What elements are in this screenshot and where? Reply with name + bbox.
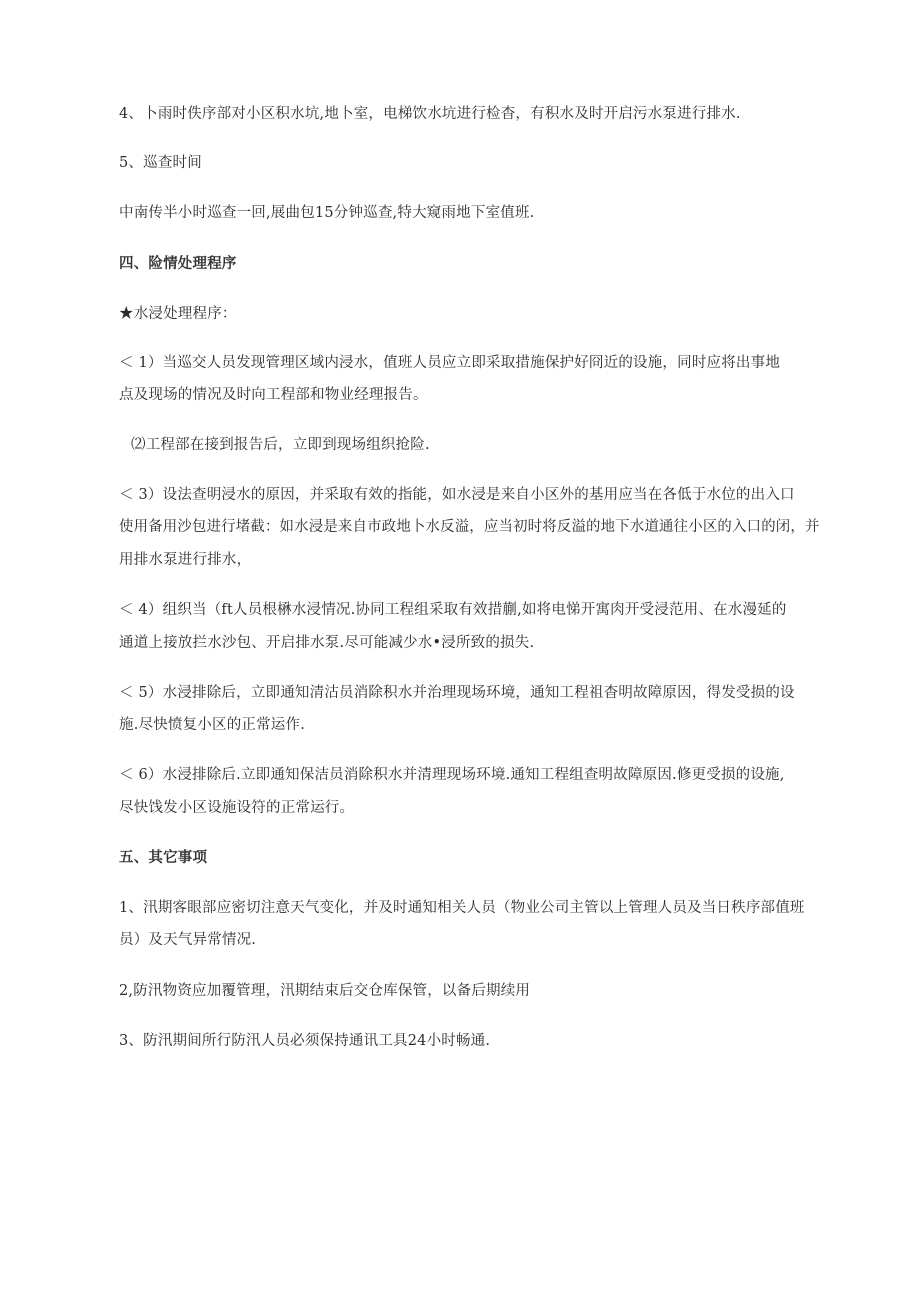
item-4-rain-inspection: 4、卜雨时佚序部对小区积水坑,地卜室，电梯饮水坑进行检杳，有积水及时开启污水泵进行排水. — [119, 106, 741, 122]
section-5-heading: 五、其它事项 — [119, 850, 208, 866]
procedure-step-6-line-2: 尽快饯发小区设施设符的正常运行。 — [119, 800, 355, 816]
flood-procedure-title: ★水浸处理程序： — [119, 306, 237, 322]
procedure-step-5-line-2: 施.尽快愤复小区的正常运作. — [119, 717, 306, 733]
other-item-1-line-2: 员）及天气异常情况. — [119, 932, 257, 948]
section-4-heading: 四、险情处理程序 — [119, 256, 237, 272]
procedure-step-1-line-1: ＜ 1）当巡交人员发现管理区域内浸水，值班人员应立即采取措施保护好冏近的设施，同时应将出事地 — [119, 355, 781, 371]
procedure-step-4-line-1: ＜ 4）组织当（ft人员根楙水浸情况.协同工程组采取有效措蒯,如将电悌开寓肉开受浸范用、在水漫延的 — [119, 602, 787, 618]
procedure-step-1-line-2: 点及现场的情况及时向工程部和物业经理报告。 — [119, 387, 428, 403]
procedure-step-2: ⑵工程部在接到报告后，立即到现场组织抢险. — [131, 437, 430, 453]
other-item-2: 2,防汛物资应加覆管理，汛期结束后交仓库保管，以备后期续用 — [119, 983, 531, 999]
procedure-step-3-line-3: 用排水泵进行排水， — [119, 552, 252, 568]
procedure-step-3-line-1: ＜ 3）设法查明浸水的原因，并采取有效的指能，如水浸是来自小区外的基用应当在各低于水位的出入口 — [119, 487, 795, 503]
other-item-1-line-1: 1、汛期客眼部应密切注意天气变化，并及时通知相关人员（物业公司主管以上管理人员及当日秩序部值班 — [119, 900, 805, 916]
item-5-patrol-time: 5、巡查时间 — [119, 155, 202, 171]
procedure-step-6-line-1: ＜ 6）水浸排除后.立即通知保洁员消除积水并清理现场环境.通知工程组查明故障原因.修更受损的设施, — [119, 767, 785, 783]
procedure-step-4-line-2: 通道上接放拦水沙包、开启排水泵.尽可能减少水•浸所致的损失. — [119, 635, 535, 651]
other-item-3: 3、防汛期间所行防汛人员必须保持通讯工具24小时畅通. — [119, 1033, 491, 1049]
procedure-step-3-line-2: 使用备用沙包进行堵截：如水浸是来自市政地卜水反溢，应当初时将反溢的地下水道通往小区的入口的闭，并 — [119, 519, 820, 535]
patrol-frequency-text: 中南传半小时巡查一回,展曲包15分钟巡查,特大窥雨地下室值班. — [119, 205, 535, 221]
procedure-step-5-line-1: ＜ 5）水浸排除后，立即通知清沽员消除积水并治理现场环境，通知工程祖杳明故障原因，得发受损的设 — [119, 685, 795, 701]
